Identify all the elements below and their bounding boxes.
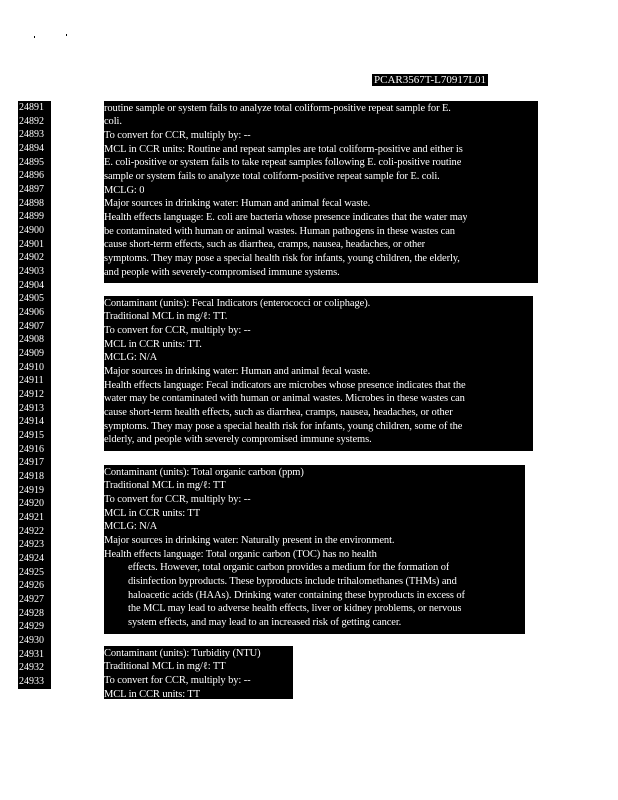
line-number: 24899	[18, 210, 51, 224]
text-line: symptoms. They may pose a special health risk for infants, young children, the elderly,	[104, 252, 460, 264]
line-number: 24928	[18, 607, 51, 621]
text-line: Contaminant (units): Fecal Indicators (enterococci or coliphage).	[104, 297, 371, 309]
line-number: 24903	[18, 265, 51, 279]
section-ecoli-continued	[104, 101, 538, 283]
text-line: system effects, and may lead to an increased risk of getting cancer.	[128, 616, 402, 628]
text-line: Health effects language: Fecal indicators are microbes whose presence indicates that the	[104, 379, 466, 391]
text-line: E. coli-positive or system fails to take repeat samples following E. coli-positive routine	[104, 157, 462, 169]
text-line: Major sources in drinking water: Human and animal fecal waste.	[104, 365, 371, 377]
text-line: MCL in CCR units: TT.	[104, 338, 202, 350]
text-line: To convert for CCR, multiply by: --	[104, 493, 251, 505]
line-number: 24909	[18, 347, 51, 361]
line-number: 24922	[18, 525, 51, 539]
line-number: 24904	[18, 279, 51, 293]
text-line: water may be contaminated with human or animal wastes. Microbes in these wastes can	[104, 393, 465, 405]
line-number: 24913	[18, 402, 51, 416]
text-line: MCL in CCR units: TT	[104, 688, 201, 700]
line-number: 24920	[18, 497, 51, 511]
text-line: Traditional MCL in mg/ℓ: TT	[104, 480, 226, 492]
text-line: the MCL may lead to adverse health effects, liver or kidney problems, or nervous	[128, 603, 462, 615]
section-total-organic-carbon	[104, 465, 525, 634]
section-fecal-indicators	[104, 296, 533, 451]
line-number: 24914	[18, 415, 51, 429]
document-id: PCAR3567T-L70917L01	[374, 74, 487, 86]
text-line: Traditional MCL in mg/ℓ: TT.	[104, 311, 228, 323]
line-number: 24905	[18, 292, 51, 306]
text-line: MCL in CCR units: TT	[104, 507, 201, 519]
line-number: 24891	[18, 101, 51, 115]
scan-speck	[34, 36, 35, 38]
text-line: Major sources in drinking water: Naturally present in the environment.	[104, 534, 395, 546]
line-number: 24910	[18, 361, 51, 375]
line-number: 24917	[18, 456, 51, 470]
line-number: 24901	[18, 238, 51, 252]
line-number: 24915	[18, 429, 51, 443]
text-line: MCLG: 0	[104, 184, 145, 196]
line-number: 24919	[18, 484, 51, 498]
line-number: 24894	[18, 142, 51, 156]
line-number: 24898	[18, 197, 51, 211]
line-number: 24932	[18, 661, 51, 675]
text-line: MCLG: N/A	[104, 521, 158, 533]
line-number: 24906	[18, 306, 51, 320]
text-line: elderly, and people with severely compromised immune systems.	[104, 434, 372, 446]
line-number: 24902	[18, 251, 51, 265]
text-line: To convert for CCR, multiply by: --	[104, 324, 251, 336]
text-line: coli.	[104, 116, 122, 128]
text-line: MCL in CCR units: Routine and repeat samples are total coliform-positive and either is	[104, 143, 463, 155]
text-line: routine sample or system fails to analyze total coliform-positive repeat sample for E.	[104, 102, 451, 114]
text-line: sample or system fails to analyze total coliform-positive repeat sample for E. coli.	[104, 170, 440, 182]
text-line: Traditional MCL in mg/ℓ: TT	[104, 661, 226, 673]
text-line: be contaminated with human or animal wastes. Human pathogens in these wastes can	[104, 225, 455, 237]
text-line: To convert for CCR, multiply by: --	[104, 129, 251, 141]
line-number: 24924	[18, 552, 51, 566]
line-number: 24896	[18, 169, 51, 183]
line-number: 24926	[18, 579, 51, 593]
line-number: 24921	[18, 511, 51, 525]
line-number: 24923	[18, 538, 51, 552]
line-number: 24897	[18, 183, 51, 197]
line-number: 24893	[18, 128, 51, 142]
text-line: Contaminant (units): Total organic carbon (ppm)	[104, 466, 304, 478]
scan-specks	[34, 34, 74, 42]
section-turbidity	[104, 646, 293, 699]
text-line: To convert for CCR, multiply by: --	[104, 674, 251, 686]
line-number: 24930	[18, 634, 51, 648]
line-number: 24912	[18, 388, 51, 402]
line-number: 24925	[18, 566, 51, 580]
line-number: 24895	[18, 156, 51, 170]
scan-speck	[66, 34, 67, 36]
text-line: haloacetic acids (HAAs). Drinking water containing these byproducts in excess of	[128, 589, 465, 601]
line-number: 24908	[18, 333, 51, 347]
text-line: Major sources in drinking water: Human and animal fecal waste.	[104, 198, 371, 210]
line-number: 24933	[18, 675, 51, 689]
line-number: 24907	[18, 320, 51, 334]
text-line: effects. However, total organic carbon provides a medium for the formation of	[128, 562, 450, 574]
text-line: Health effects language: Total organic carbon (TOC) has no health	[104, 548, 377, 560]
text-line: Health effects language: E. coli are bacteria whose presence indicates that the water may	[104, 211, 468, 223]
line-number: 24931	[18, 648, 51, 662]
text-line: MCLG: N/A	[104, 352, 158, 364]
line-number: 24927	[18, 593, 51, 607]
line-number: 24911	[18, 374, 51, 388]
line-number: 24892	[18, 115, 51, 129]
line-number: 24929	[18, 620, 51, 634]
text-line: and people with severely-compromised immune systems.	[104, 266, 340, 278]
text-line: cause short-term health effects, such as diarrhea, cramps, nausea, headaches, or other	[104, 406, 453, 418]
text-line: symptoms. They may pose a special health risk for infants, young children, some of the	[104, 420, 463, 432]
text-line: Contaminant (units): Turbidity (NTU)	[104, 647, 261, 659]
line-number: 24918	[18, 470, 51, 484]
text-line: cause short-term effects, such as diarrhea, cramps, nausea, headaches, or other	[104, 239, 426, 251]
line-number: 24916	[18, 443, 51, 457]
text-line: disinfection byproducts. These byproducts include trihalomethanes (THMs) and	[128, 575, 457, 587]
line-number: 24900	[18, 224, 51, 238]
